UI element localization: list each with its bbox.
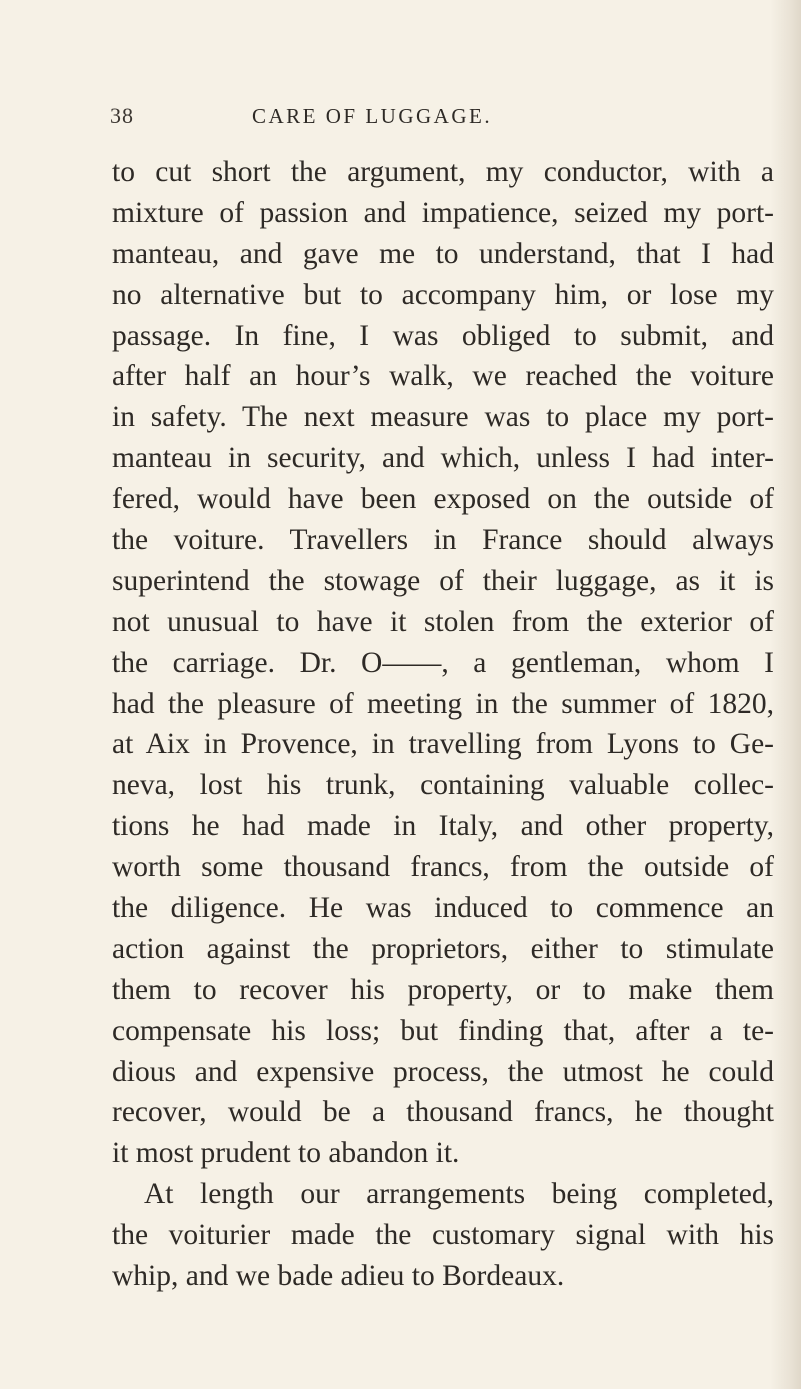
text-line: at Aix in Provence, in travelling from Lyons to Ge- <box>112 728 774 761</box>
text-line: compensate his loss; but finding that, after a te- <box>112 1014 774 1047</box>
text-line: recover, would be a thousand francs, he thought <box>112 1096 774 1129</box>
text-line: the voiturier made the customary signal with his <box>112 1219 774 1252</box>
text-line: not unusual to have it stolen from the exterior of <box>112 605 774 638</box>
text-line: whip, and we bade adieu to Bordeaux. <box>112 1260 565 1293</box>
page-number: 38 <box>110 103 134 128</box>
text-line: it most prudent to abandon it. <box>112 1137 460 1170</box>
text-line: superintend the stowage of their luggage, as it is <box>112 564 774 597</box>
text-line: worth some thousand francs, from the outside of <box>112 851 774 884</box>
text-line: At length our arrangements being completed, <box>144 1178 774 1211</box>
text-line: manteau in security, and which, unless I had inter- <box>112 442 774 475</box>
text-line: after half an hour’s walk, we reached the voiture <box>112 360 774 393</box>
text-line: neva, lost his trunk, containing valuable collec- <box>112 769 774 802</box>
text-line: action against the proprietors, either to stimulate <box>112 932 774 965</box>
text-line: passage. In fine, I was obliged to submit, and <box>112 319 774 352</box>
text-line: the diligence. He was induced to commence an <box>112 892 774 925</box>
text-line: them to recover his property, or to make them <box>112 973 774 1006</box>
text-line: in safety. The next measure was to place my port- <box>112 401 774 434</box>
text-line: fered, would have been exposed on the outside of <box>112 483 774 516</box>
text-line: to cut short the argument, my conductor, with a <box>112 156 774 188</box>
text-line: tions he had made in Italy, and other property, <box>112 810 774 843</box>
text-line: had the pleasure of meeting in the summer of 1820, <box>112 687 774 720</box>
body-text <box>112 152 774 1297</box>
text-line: manteau, and gave me to understand, that I had <box>112 237 774 270</box>
text-line: the carriage. Dr. O——, a gentleman, whom I <box>112 646 774 679</box>
text-line: mixture of passion and impatience, seized my port- <box>112 196 774 229</box>
text-line: dious and expensive process, the utmost he could <box>112 1055 774 1088</box>
text-line: the voiture. Travellers in France should always <box>112 524 774 557</box>
page-header <box>0 103 801 139</box>
text-line: no alternative but to accompany him, or lose my <box>112 278 774 311</box>
running-head: CARE OF LUGGAGE. <box>252 104 493 128</box>
